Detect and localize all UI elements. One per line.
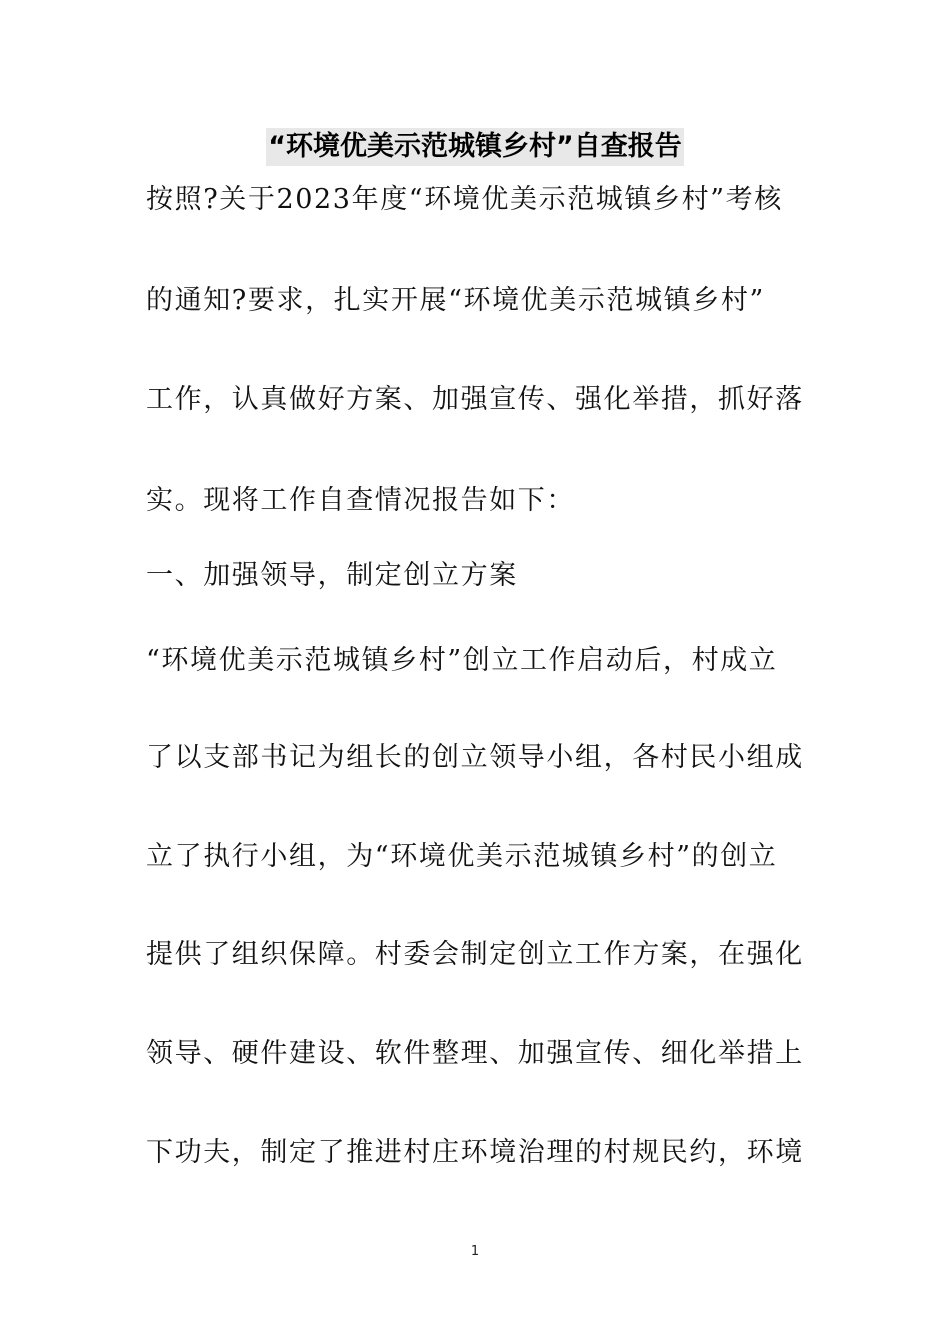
text-line-8: 立了执行小组，为“环境优美示范城镇乡村”的创立 <box>146 841 778 872</box>
text-line-9: 提供了组织保障。村委会制定创立工作方案，在强化 <box>146 939 804 970</box>
document-title: “环境优美示范城镇乡村”自查报告 <box>266 128 684 166</box>
text-line-4: 实。现将工作自查情况报告如下： <box>146 485 575 516</box>
title-container <box>0 128 950 166</box>
section-heading-1: 一、加强领导，制定创立方案 <box>146 560 518 591</box>
text-line-10: 领导、硬件建设、软件整理、加强宣传、细化举措上 <box>146 1038 804 1069</box>
text-line-1: 按照?关于2023年度“环境优美示范城镇乡村”考核 <box>146 184 783 215</box>
text-line-2: 的通知?要求，扎实开展“环境优美示范城镇乡村” <box>146 285 765 316</box>
text-line-7: 了以支部书记为组长的创立领导小组，各村民小组成 <box>146 742 804 773</box>
text-line-3: 工作，认真做好方案、加强宣传、强化举措，抓好落 <box>146 384 804 415</box>
text-line-11: 下功夫，制定了推进村庄环境治理的村规民约，环境 <box>146 1137 804 1168</box>
page-number: 1 <box>470 1244 480 1259</box>
text-line-6: “环境优美示范城镇乡村”创立工作启动后，村成立 <box>146 645 778 676</box>
